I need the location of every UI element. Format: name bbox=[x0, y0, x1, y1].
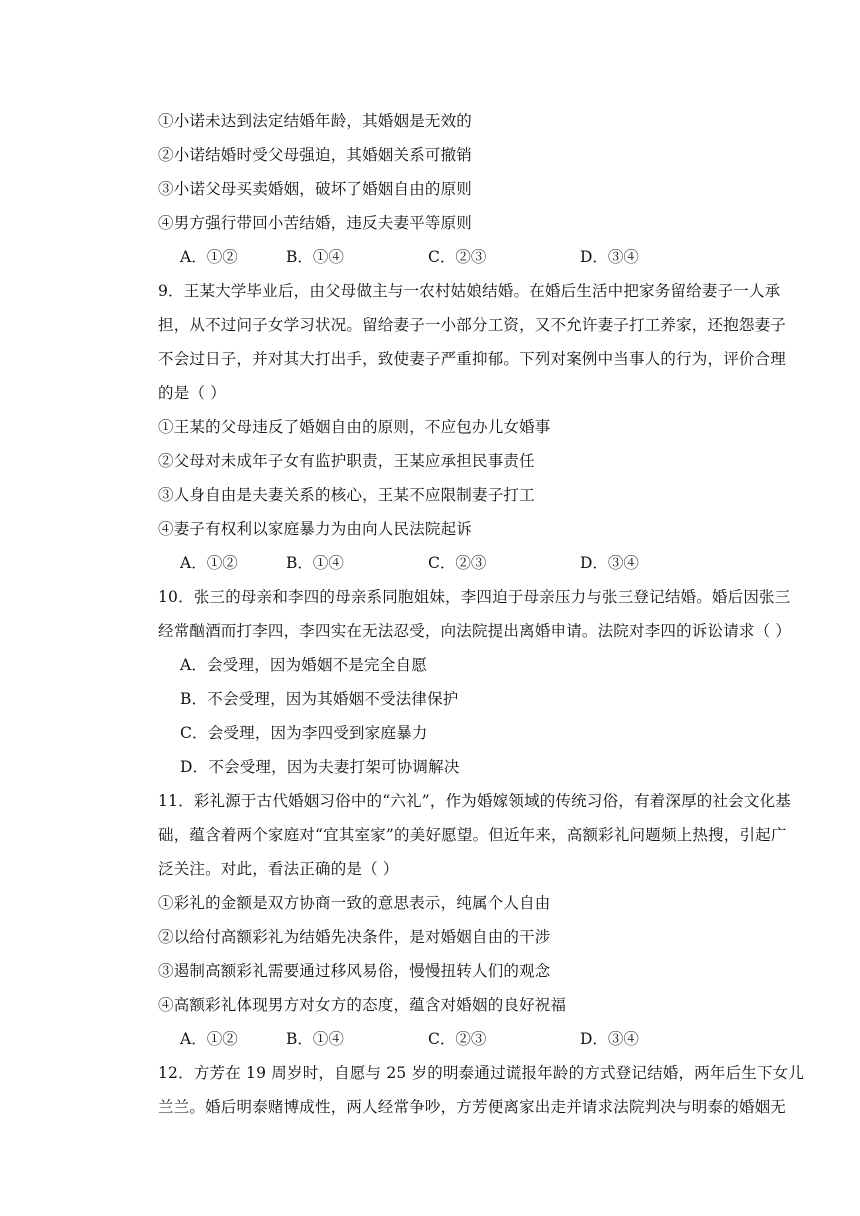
q8-item-3: ③小诺父母买卖婚姻，破坏了婚姻自由的原则 bbox=[158, 180, 473, 198]
q8-option-c: C．②③ bbox=[428, 248, 487, 266]
q12-stem-line-1: 12．方芳在 19 周岁时，自愿与 25 岁的明泰通过谎报年龄的方式登记结婚，两年后生下女儿 bbox=[158, 1064, 805, 1082]
q11-option-c: C．②③ bbox=[428, 1030, 487, 1048]
q9-item-4: ④妻子有权利以家庭暴力为由向人民法院起诉 bbox=[158, 520, 473, 538]
q9-option-c: C．②③ bbox=[428, 554, 487, 572]
q9-stem-line-4: 的是（ ） bbox=[158, 384, 226, 402]
q11-option-d: D．③④ bbox=[580, 1030, 639, 1048]
q11-stem-line-1: 11．彩礼源于古代婚姻习俗中的“六礼”，作为婚嫁领域的传统习俗，有着深厚的社会文化基 bbox=[158, 792, 791, 810]
q9-stem-line-1: 9．王某大学毕业后，由父母做主与一农村姑娘结婚。在婚后生活中把家务留给妻子一人承 bbox=[158, 282, 781, 300]
q9-option-b: B．①④ bbox=[286, 554, 344, 572]
q10-choice-a: A．会受理，因为婚姻不是完全自愿 bbox=[180, 656, 427, 674]
q8-item-4: ④男方强行带回小苦结婚，违反夫妻平等原则 bbox=[158, 214, 473, 232]
q8-option-d: D．③④ bbox=[580, 248, 639, 266]
q10-choice-c: C．会受理，因为李四受到家庭暴力 bbox=[180, 724, 428, 742]
q8-item-1: ①小诺未达到法定结婚年龄，其婚姻是无效的 bbox=[158, 112, 473, 130]
q11-option-a: A．①② bbox=[180, 1030, 238, 1048]
q11-stem-line-2: 础，蕴含着两个家庭对“宜其室家”的美好愿望。但近年来，高额彩礼问题频上热搜，引起广 bbox=[158, 826, 787, 844]
q10-stem-line-2: 经常酗酒而打李四，李四实在无法忍受，向法院提出离婚申请。法院对李四的诉讼请求（ ） bbox=[158, 622, 792, 640]
q12-stem-line-2: 兰兰。婚后明泰赌博成性，两人经常争吵，方芳便离家出走并请求法院判决与明泰的婚姻无 bbox=[158, 1098, 787, 1116]
q10-choice-d: D．不会受理，因为夫妻打架可协调解决 bbox=[180, 758, 460, 776]
q9-option-a: A．①② bbox=[180, 554, 238, 572]
q11-item-3: ③遏制高额彩礼需要通过移风易俗，慢慢扭转人们的观念 bbox=[158, 962, 551, 980]
q8-option-b: B．①④ bbox=[286, 248, 344, 266]
q11-item-4: ④高额彩礼体现男方对女方的态度，蕴含对婚姻的良好祝福 bbox=[158, 996, 567, 1014]
q11-item-2: ②以给付高额彩礼为结婚先决条件，是对婚姻自由的干涉 bbox=[158, 928, 551, 946]
q9-option-d: D．③④ bbox=[580, 554, 639, 572]
q8-option-a: A．①② bbox=[180, 248, 238, 266]
q9-stem-line-2: 担，从不过问子女学习状况。留给妻子一小部分工资，又不允许妻子打工养家，还抱怨妻子 bbox=[158, 316, 787, 334]
q11-option-b: B．①④ bbox=[286, 1030, 344, 1048]
q11-stem-line-3: 泛关注。对此，看法正确的是（ ） bbox=[158, 860, 399, 878]
q8-item-2: ②小诺结婚时受父母强迫，其婚姻关系可撤销 bbox=[158, 146, 473, 164]
q11-item-1: ①彩礼的金额是双方协商一致的意思表示，纯属个人自由 bbox=[158, 894, 551, 912]
q10-stem-line-1: 10．张三的母亲和李四的母亲系同胞姐妹，李四迫于母亲压力与张三登记结婚。婚后因张三 bbox=[158, 588, 791, 606]
q9-item-2: ②父母对未成年子女有监护职责，王某应承担民事责任 bbox=[158, 452, 535, 470]
q10-choice-b: B．不会受理，因为其婚姻不受法律保护 bbox=[180, 690, 459, 708]
q9-item-1: ①王某的父母违反了婚姻自由的原则，不应包办儿女婚事 bbox=[158, 418, 551, 436]
q9-item-3: ③人身自由是夫妻关系的核心，王某不应限制妻子打工 bbox=[158, 486, 535, 504]
q9-stem-line-3: 不会过日子，并对其大打出手，致使妻子严重抑郁。下列对案例中当事人的行为，评价合理 bbox=[158, 350, 787, 368]
